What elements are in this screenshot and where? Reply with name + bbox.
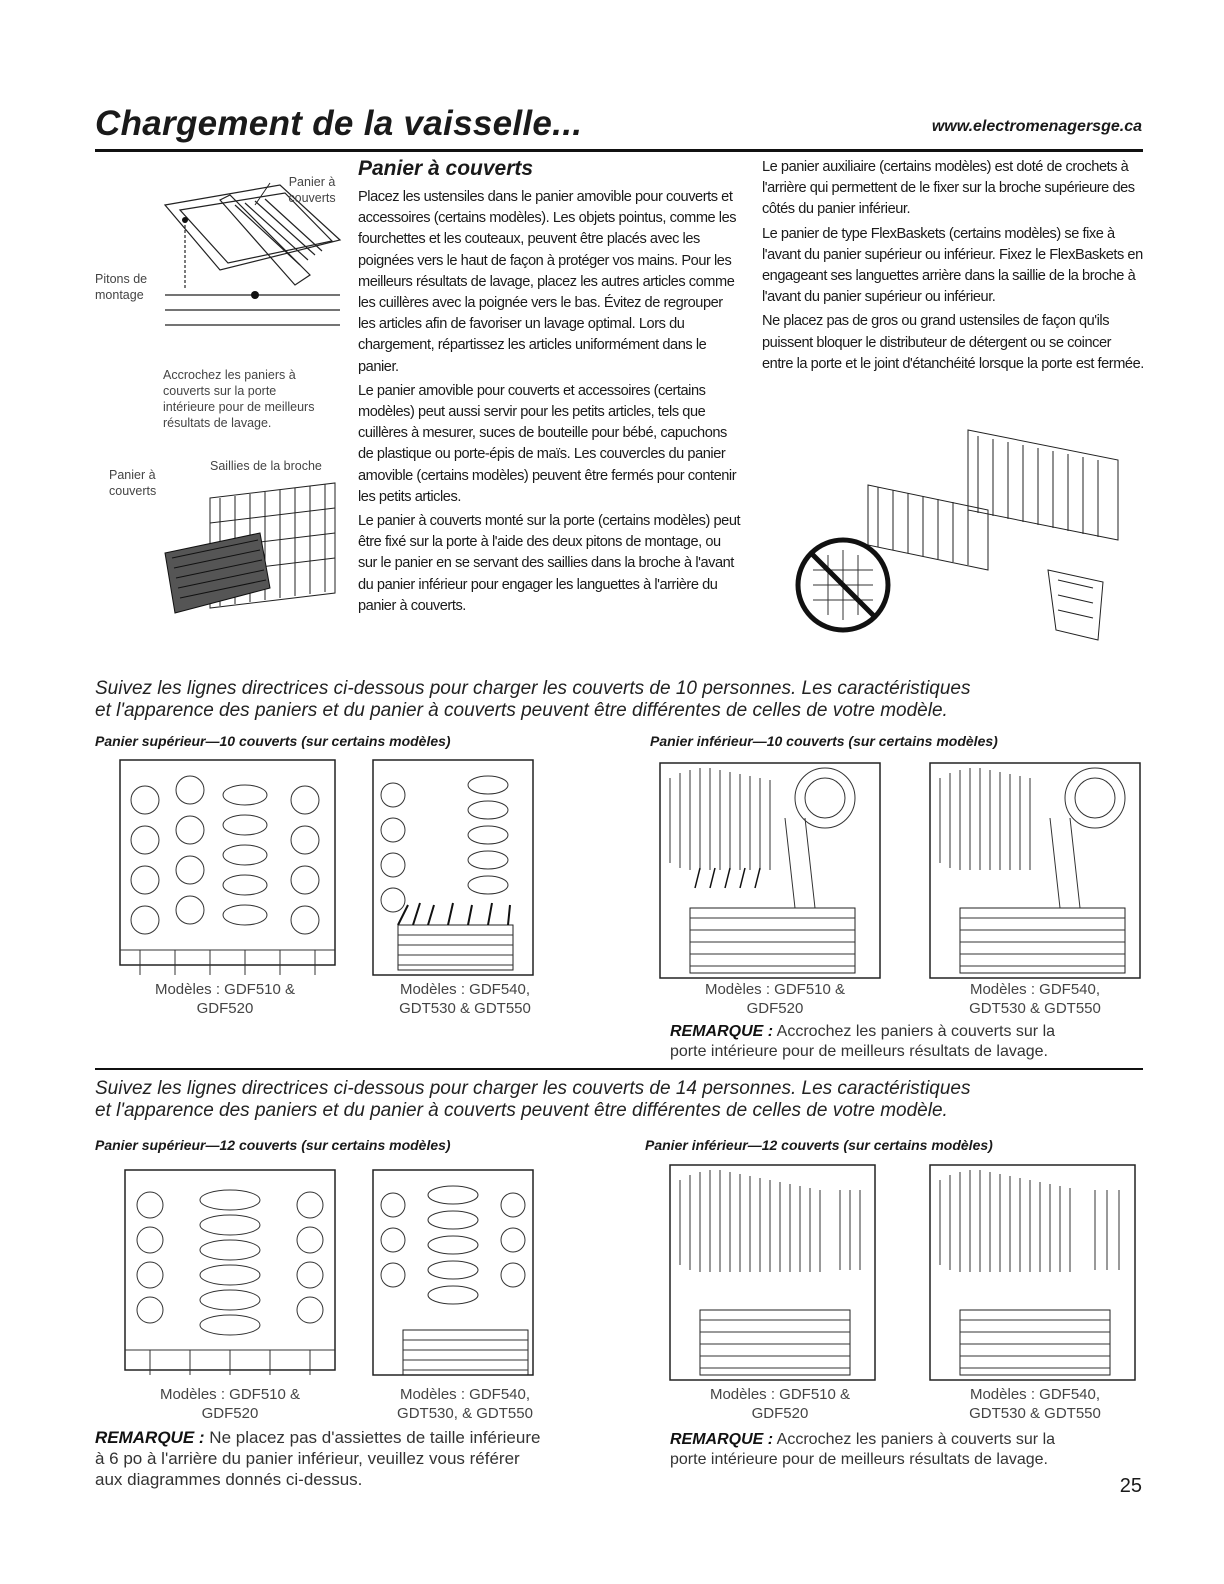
note-block10 — [670, 1022, 1130, 1062]
caption-line: GDF520 — [746, 1000, 804, 1017]
caption-upper10-b — [365, 980, 565, 1018]
section-title: Panier à couverts — [358, 157, 534, 180]
caption-upper10-a — [125, 980, 325, 1018]
lower-rack-basket-illustration — [160, 478, 345, 628]
lower-rack-12-illustration-a — [665, 1160, 880, 1385]
lower-rack-10-illustration-a — [655, 758, 885, 983]
paragraph: Le panier de type FlexBaskets (certains modèles) se fixe à l'avant du panier supérieur ou inférieur. Fixez le FlexBaskets en engageant ses languettes arrière dans la saillie de la broche à l'avant du panier supérieur ou inférieur. — [762, 225, 1143, 306]
note-block14-right — [670, 1430, 1130, 1470]
note-text: Accrochez les paniers à couverts sur la — [776, 1023, 1056, 1040]
caption-line: Modèles : GDF510 & — [709, 1386, 851, 1403]
caption-upper12-b — [365, 1385, 565, 1423]
upper-rack-10-heading: Panier supérieur—10 couverts (sur certains modèles) — [95, 733, 451, 749]
caption-line: GDF520 — [196, 1000, 254, 1017]
header-rule — [95, 149, 1143, 152]
caption-line: GDT530 & GDT550 — [969, 1405, 1101, 1422]
note-text: Accrochez les paniers à couverts sur la — [776, 1431, 1056, 1448]
paragraph: Placez les ustensiles dans le panier amovible pour couverts et accessoires (certains modèles). Les objets pointus, comme les fourchettes et les couteaux, peuvent être placés avec les poignées vers le haut de façon à protéger vos mains. Pour les meilleurs résultats de lavage, placez les autres articles comme les cuillères avec la poignée vers le bas. Évitez de regrouper les articles afin de favoriser un lavage optimal. Lors du chargement, répartissez les articles uniformément dans le panier. — [358, 189, 737, 375]
label-panier-a-couverts-bottom: Panier à couverts — [109, 468, 157, 498]
upper-rack-10-illustration-a — [115, 755, 340, 980]
upper-rack-12-illustration-a — [120, 1165, 340, 1380]
note-line — [670, 1022, 1130, 1042]
caption-lower12-a — [675, 1385, 885, 1423]
caption-line: GDF520 — [201, 1405, 259, 1422]
label-pitons-de-montage: Pitons de montage — [95, 272, 148, 302]
caption-line: GDT530 & GDT550 — [969, 1000, 1101, 1017]
caption-line: Modèles : GDF510 & — [154, 981, 296, 998]
page-title: Chargement de la vaisselle... — [95, 104, 583, 143]
caption-line: Modèles : GDF540, — [399, 981, 531, 998]
middle-text-column — [358, 187, 743, 620]
note-line: porte intérieure pour de meilleurs résultats de lavage. — [670, 1451, 1048, 1468]
caption-line: Modèles : GDF540, — [969, 981, 1101, 998]
caption-lower10-b — [935, 980, 1135, 1018]
intro-10-line2: et l'apparence des paniers et du panier à couverts peuvent être différentes de celles de votre modèle. — [95, 700, 948, 721]
note-line: aux diagrammes donnés ci-dessus. — [95, 1470, 363, 1489]
caption-line: Modèles : GDF510 & — [704, 981, 846, 998]
note-label: REMARQUE : — [670, 1431, 774, 1448]
right-text-column — [762, 157, 1144, 378]
caption-line: Modèles : GDF540, — [969, 1386, 1101, 1403]
caption-upper12-a — [130, 1385, 330, 1423]
note-label: REMARQUE : — [95, 1428, 205, 1447]
upper-rack-10-illustration-b — [368, 755, 538, 980]
paragraph: Ne placez pas de gros ou grand ustensiles de façon qu'ils puissent bloquer le distributeur de détergent ou se coincer entre la porte et le joint d'étanchéité lorsque la porte est fermée. — [762, 313, 1144, 372]
caption-lower12-b — [935, 1385, 1135, 1423]
caption-line: GDF520 — [751, 1405, 809, 1422]
paragraph: Le panier auxiliaire (certains modèles) est doté de crochets à l'arrière qui permettent de le fixer sur la broche supérieure des côtés du panier inférieur. — [762, 159, 1135, 218]
caption-line: GDT530 & GDT550 — [399, 1000, 531, 1017]
caption-line: GDT530, & GDT550 — [397, 1405, 533, 1422]
page-number: 25 — [1119, 1475, 1142, 1497]
caption-line: Modèles : GDF540, — [399, 1386, 531, 1403]
lower-rack-12-illustration-b — [925, 1160, 1140, 1385]
caption-accrochez: Accrochez les paniers à couverts sur la porte intérieure pour de meilleurs résultats de lavage. — [163, 368, 315, 430]
flexbaskets-illustration — [788, 420, 1138, 665]
note-label: REMARQUE : — [670, 1023, 774, 1040]
intro-10-line1: Suivez les lignes directrices ci-dessous pour charger les couverts de 10 personnes. Les caractéristiques — [95, 678, 971, 699]
note-text: Ne placez pas d'assiettes de taille inférieure — [209, 1428, 541, 1447]
website-url: www.electromenagersge.ca — [931, 118, 1142, 135]
section-divider — [95, 1068, 1143, 1070]
lower-rack-12-heading: Panier inférieur—12 couverts (sur certains modèles) — [645, 1137, 993, 1153]
lower-rack-10-illustration-b — [925, 758, 1145, 983]
note-line: porte intérieure pour de meilleurs résultats de lavage. — [670, 1043, 1048, 1060]
intro-14-line1: Suivez les lignes directrices ci-dessous pour charger les couverts de 14 personnes. Les caractéristiques — [95, 1078, 971, 1099]
note-line: à 6 po à l'arrière du panier inférieur, veuillez vous référer — [95, 1449, 520, 1468]
note-line — [670, 1430, 1130, 1450]
caption-line: Modèles : GDF510 & — [159, 1386, 301, 1403]
caption-lower10-a — [675, 980, 875, 1018]
note-block14-left — [95, 1427, 595, 1490]
upper-rack-12-illustration-b — [368, 1165, 538, 1380]
note-line — [95, 1427, 595, 1448]
lower-rack-10-heading: Panier inférieur—10 couverts (sur certains modèles) — [650, 733, 998, 749]
label-saillies-de-la-broche: Saillies de la broche — [210, 459, 322, 473]
upper-rack-12-heading: Panier supérieur—12 couverts (sur certains modèles) — [95, 1137, 451, 1153]
paragraph: Le panier amovible pour couverts et accessoires (certains modèles) peut aussi servir pour les petits articles, tels que cuillères à mesurer, suces de bouteille pour bébé, capuchons de plastique ou porte-épis de maïs. Les couvercles du panier amovible (certains modèles) peuvent être fermés pour contenir les petits articles. — [358, 382, 737, 505]
label-panier-a-couverts-top: Panier à couverts — [288, 175, 336, 205]
paragraph: Le panier à couverts monté sur la porte (certains modèles) peut être fixé sur la porte à l'aide des deux pitons de montage, ou sur le panier en se servant des saillies dans la broche à l'avant du panier inférieur pour engager les languettes à l'arrière du panier à couverts. — [358, 513, 741, 614]
intro-14-line2: et l'apparence des paniers et du panier à couverts peuvent être différentes de celles de votre modèle. — [95, 1100, 948, 1121]
